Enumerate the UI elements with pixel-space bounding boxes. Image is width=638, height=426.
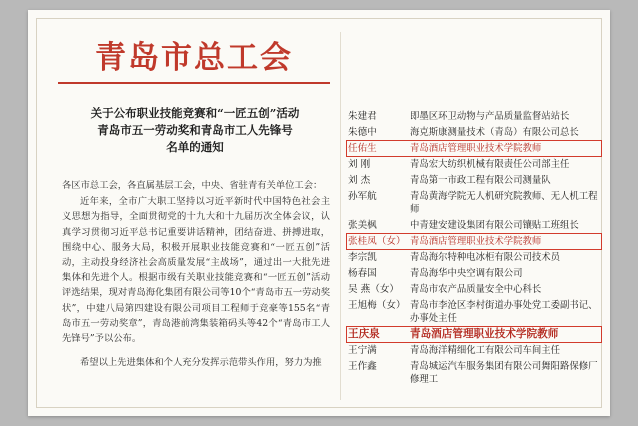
awardee-organization: 青岛黄海学院无人机研究院教师、无人机工程师 [410,191,598,215]
body-paragraph-main: 近年来，全市广大职工坚持以习近平新时代中国特色社会主义思想为指导，全面贯彻党的十九大和十九届历次全体会议，认真学习贯彻习近平总书记重要讲话精神，团结奋进、拼搏进取，围绕中心、服务大局，积极开展职业技能竞赛和“一匠五创”活动，主动投身经济社会高质量发展“主战场”，通过出一大批先进集体和先进个人。根据市级有关职业技能竞赛和“一匠五创”活动评选结果，现对青岛海化集团有限公司等10个“青岛市五一劳动奖状”，中建八局第四建设有限公司项目工程师于竞豪等155名“青岛市五一劳动奖章”，青岛港前湾集装箱码头等42个“青岛市工人先锋号”予以公布。 [62,196,330,345]
awardee-organization: 即墨区环卫动物与产品质量监督站站长 [410,111,570,122]
awardee-name: 刘 杰 [348,175,371,186]
roster-row [348,158,600,171]
awardee-name: 杨春国 [348,268,377,279]
document-body [62,178,330,371]
masthead-org-name: 青岛市总工会 [95,40,293,76]
roster-row [348,360,600,386]
roster-row [348,219,600,232]
roster-row-highlighted [348,235,600,248]
roster-row [348,299,600,325]
awardee-organization: 青岛海尔特种电冰柜有限公司技术员 [410,252,561,263]
document-title-line-1: 关于公布职业技能竞赛和“一匠五创”活动 [90,106,300,120]
awardee-name: 任佑生 [348,143,377,154]
awardee-organization: 青岛城运汽车服务集团有限公司舞阳路保修厂修理工 [410,361,598,385]
roster-row [348,344,600,357]
awardee-name: 吴 燕（女） [348,284,400,295]
awardee-organization: 青岛海华中央空调有限公司 [410,268,523,279]
awardee-name: 朱建君 [348,111,377,122]
awardee-name: 王宁满 [348,345,377,356]
awardee-name: 刘 刚 [348,159,371,170]
awardee-roster [348,110,600,389]
awardee-name: 孙军航 [348,191,377,202]
masthead [58,32,330,84]
roster-row [348,251,600,264]
document-title-line-3: 名单的通知 [166,140,224,154]
roster-row [348,283,600,296]
roster-row-highlighted [348,142,600,155]
awardee-organization: 青岛酒店管理职业技术学院教师 [410,143,542,154]
awardee-organization: 青岛市李沧区李村街道办事处党工委副书记、办事处主任 [410,300,598,324]
document-title [56,105,334,156]
awardee-name: 王庆泉 [348,328,380,340]
roster-row [348,267,600,280]
awardee-name: 王作鑫 [348,361,377,372]
awardee-organization: 海克斯康测量技术（青岛）有限公司总长 [410,127,579,138]
column-divider [340,32,341,400]
awardee-name: 朱德中 [348,127,377,138]
awardee-organization: 青岛宏大纺织机械有限责任公司部主任 [410,159,570,170]
awardee-organization: 中青建安建设集团有限公司镶贴工班组长 [410,220,579,231]
awardee-name: 张桂凤（女） [348,236,406,247]
awardee-name: 李宗凯 [348,252,377,263]
awardee-name: 王旭梅（女） [348,300,406,311]
roster-row [348,174,600,187]
awardee-organization: 青岛市农产品质量安全中心科长 [410,284,542,295]
roster-row [348,110,600,123]
awardee-organization: 青岛酒店管理职业技术学院教师 [410,328,559,340]
awardee-organization: 青岛海洋精细化工有限公司车间主任 [410,345,561,356]
document-page [28,10,610,416]
roster-row-highlighted [348,328,600,341]
body-paragraph-closing: 希望以上先进集体和个人充分发挥示范带头作用，努力为推 [80,357,322,369]
awardee-organization: 青岛第一市政工程有限公司测量队 [410,175,551,186]
masthead-rule [58,82,330,84]
awardee-name: 张美枫 [348,220,377,231]
body-paragraph-salutation: 各区市总工会，各直属基层工会，中央、省驻青有关单位工会： [62,180,323,191]
roster-row [348,126,600,139]
awardee-organization: 青岛酒店管理职业技术学院教师 [410,236,542,247]
roster-row [348,190,600,216]
document-title-line-2: 青岛市五一劳动奖和青岛市工人先锋号 [97,123,293,137]
